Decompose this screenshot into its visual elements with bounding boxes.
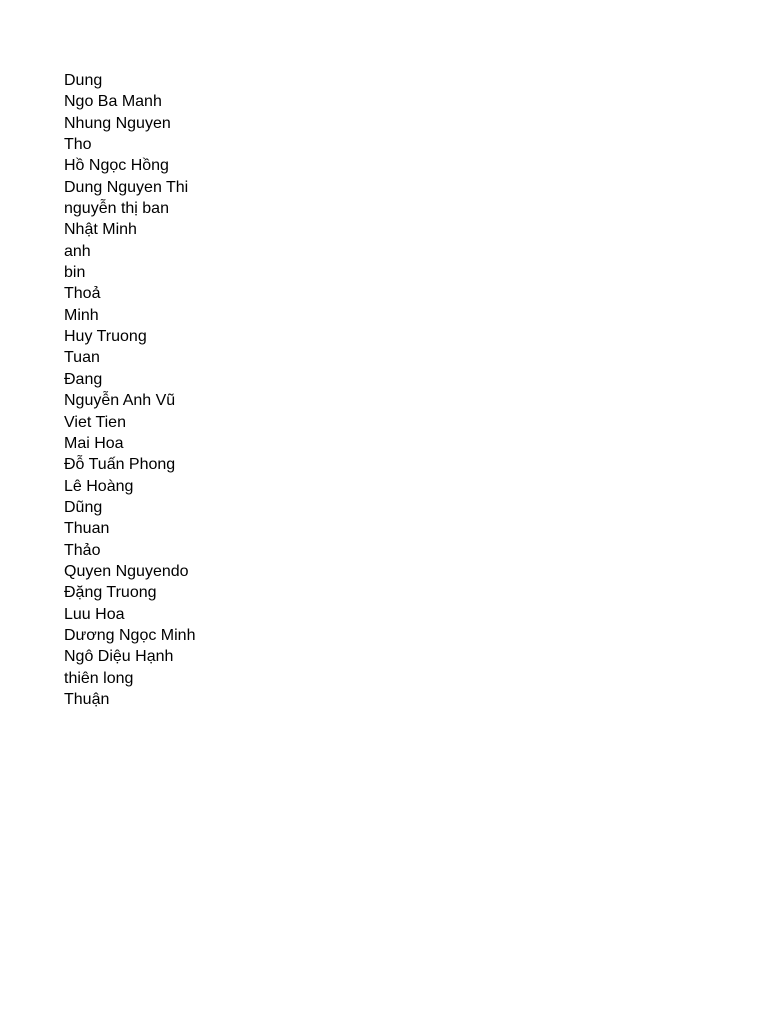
name-list (64, 70, 195, 710)
name-entry: Ngo Ba Manh (64, 93, 162, 111)
name-entry: Thuan (64, 520, 110, 538)
name-entry: bin (64, 264, 86, 282)
name-entry: Dung Nguyen Thi (64, 178, 189, 196)
name-entry: Đang (64, 370, 103, 388)
name-entry: Luu Hoa (64, 605, 125, 623)
name-entry: Lê Hoàng (64, 477, 134, 495)
name-entry: Ngô Diệu Hạnh (64, 648, 174, 666)
name-entry: Nhung Nguyen (64, 114, 171, 132)
name-entry: Đặng Truong (64, 584, 157, 602)
name-entry: Dũng (64, 498, 103, 516)
name-entry: Quyen Nguyendo (64, 562, 189, 580)
name-entry: thiên long (64, 669, 134, 687)
name-entry: Viet Tien (64, 413, 126, 431)
name-entry: Tuan (64, 349, 100, 367)
name-entry: anh (64, 242, 91, 260)
name-entry: nguyễn thị ban (64, 200, 169, 218)
name-entry: Dương Ngọc Minh (64, 626, 196, 644)
name-entry: Thoả (64, 285, 101, 303)
name-entry: Nhật Minh (64, 221, 137, 239)
name-entry: Hồ Ngọc Hồng (64, 157, 169, 175)
name-entry: Dung (64, 72, 103, 89)
name-entry: Tho (64, 136, 92, 154)
name-entry: Thảo (64, 541, 101, 559)
name-entry: Nguyễn Anh Vũ (64, 392, 176, 410)
name-entry: Đỗ Tuấn Phong (64, 456, 176, 474)
name-entry: Thuận (64, 690, 110, 708)
name-entry: Mai Hoa (64, 434, 124, 452)
name-entry: Huy Truong (64, 328, 147, 346)
name-entry: Minh (64, 306, 99, 324)
